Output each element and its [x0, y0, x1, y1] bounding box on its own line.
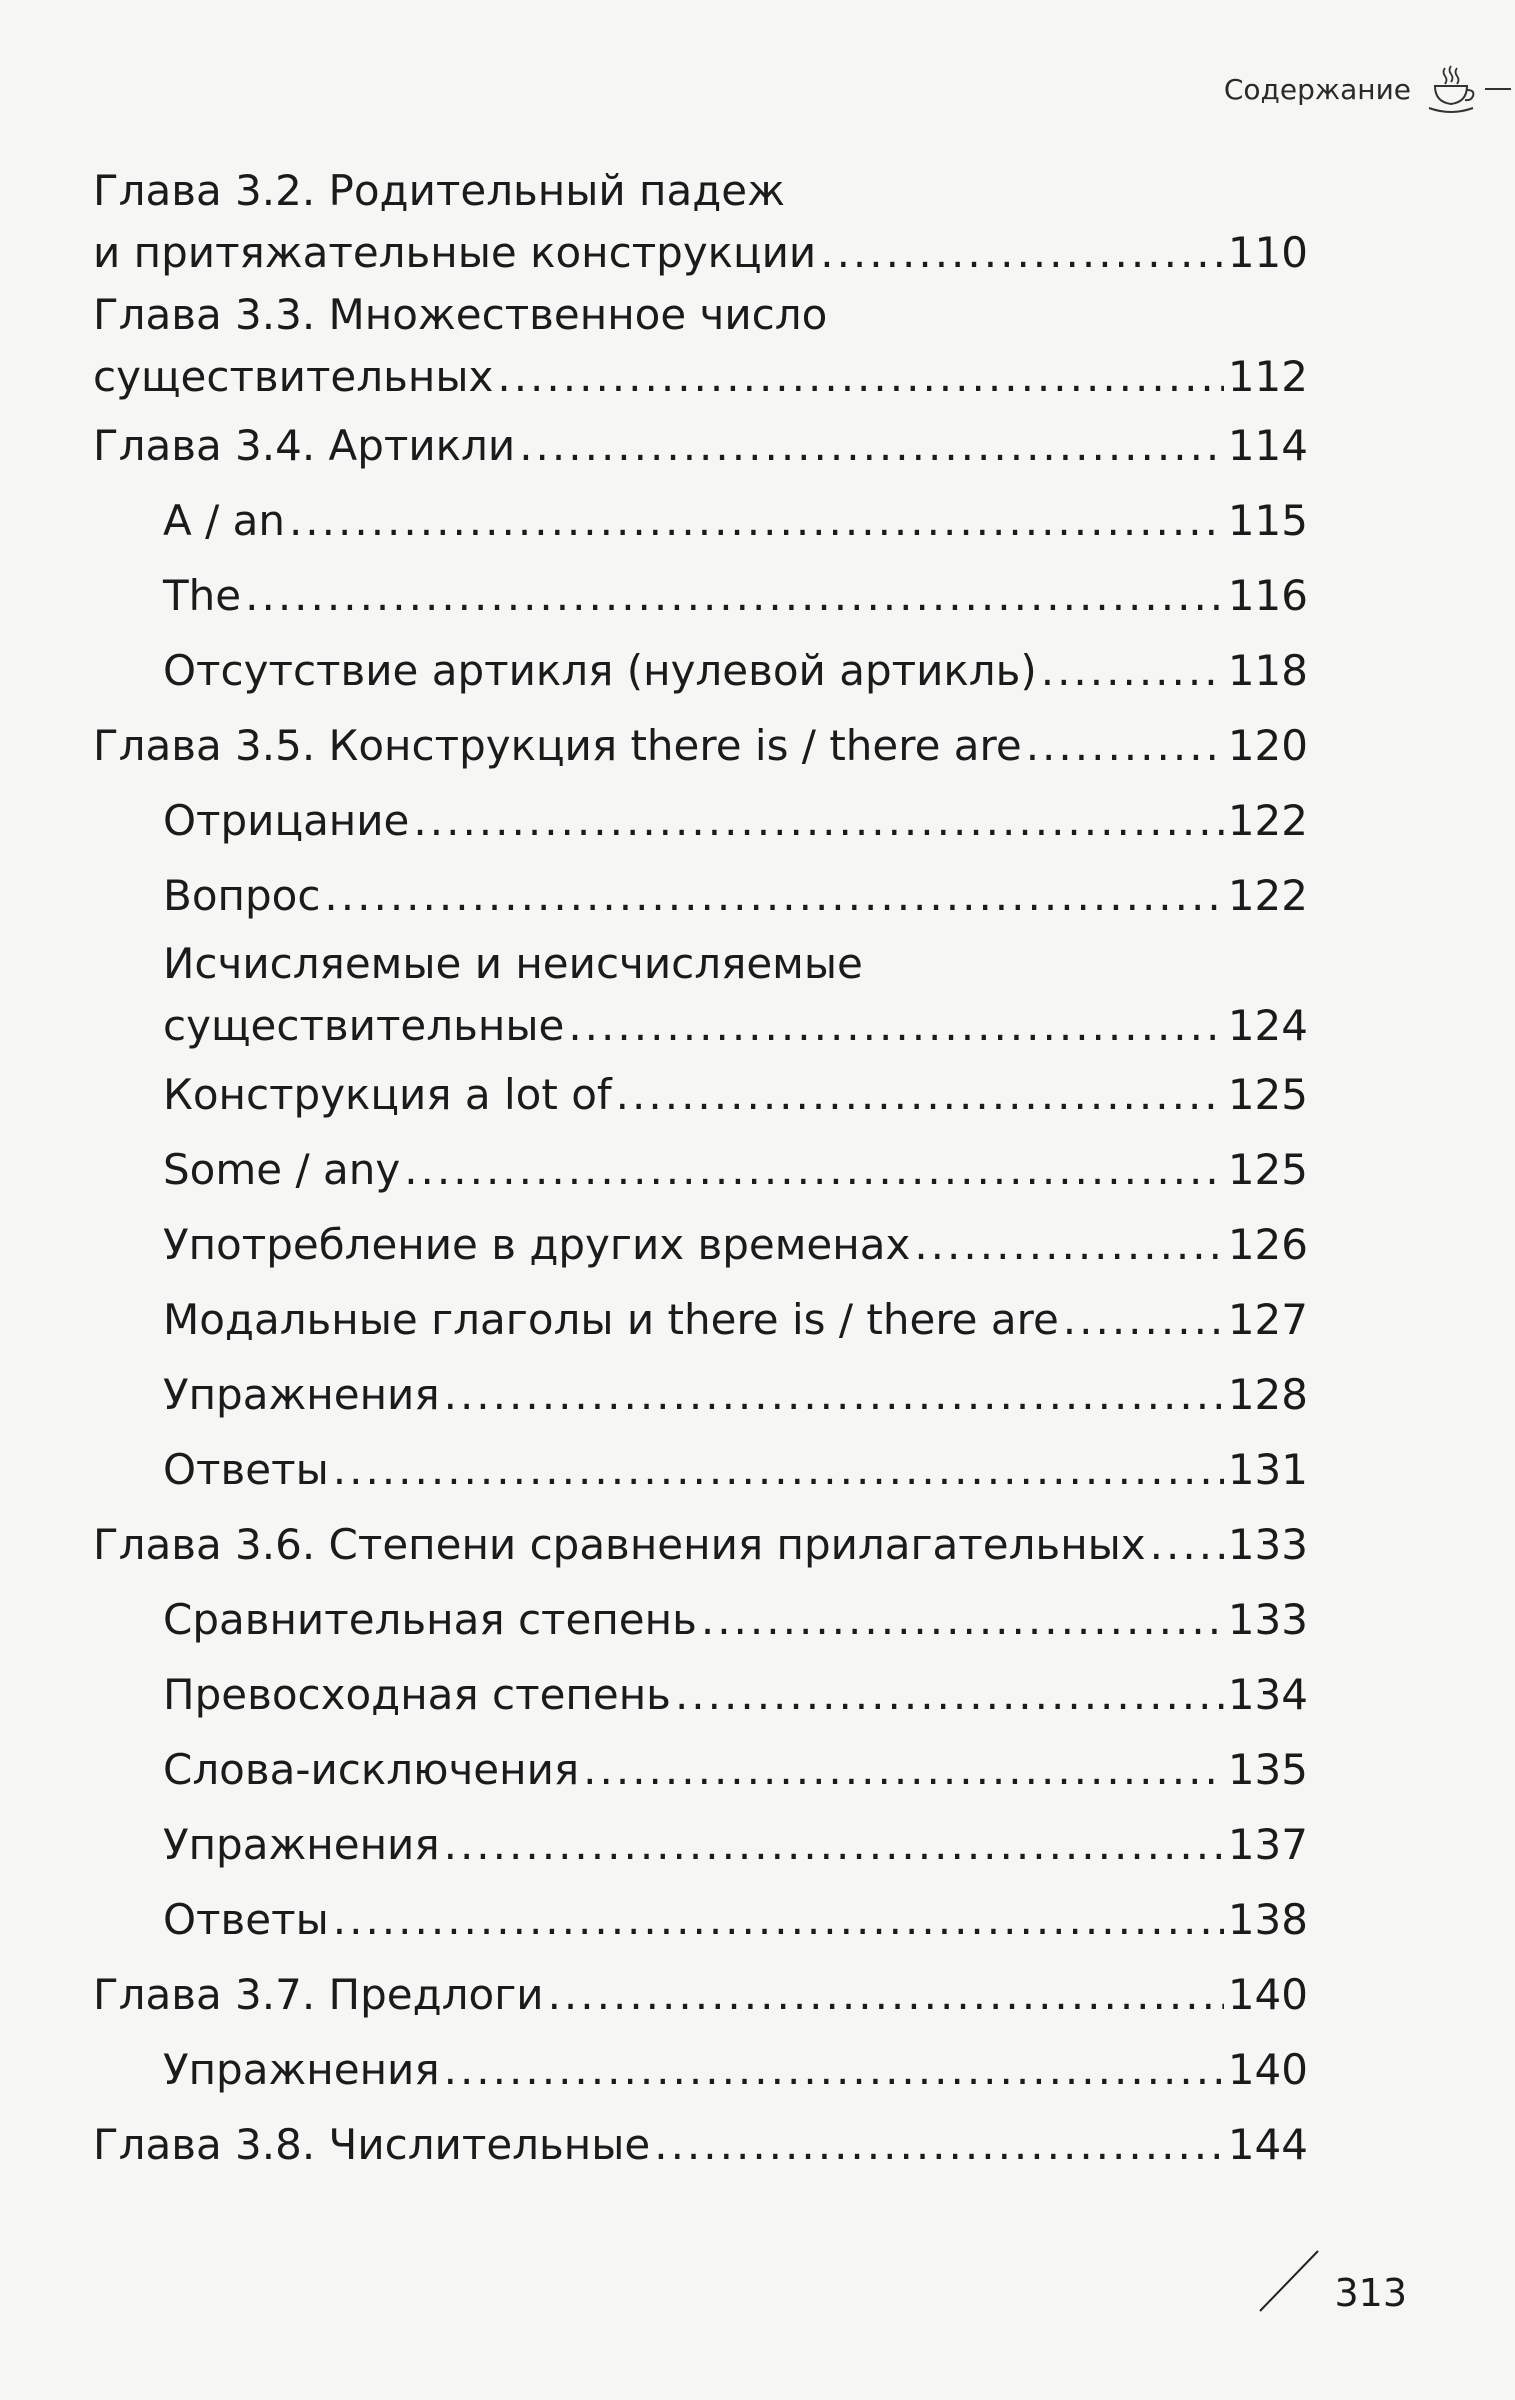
toc-entry-title: Ответы: [163, 1895, 329, 1944]
toc-entry-line: [163, 995, 1308, 1057]
toc-entry-title: Упражнения: [163, 1820, 440, 1869]
toc-entry-title: Глава 3.8. Числительные: [93, 2120, 651, 2169]
toc-entry-title: Отрицание: [163, 796, 410, 845]
toc-entry-title: Превосходная степень: [163, 1670, 671, 1719]
toc-page-number: 127: [1227, 1295, 1308, 1344]
toc-page-number: 114: [1227, 421, 1308, 470]
toc-page-number: 133: [1227, 1595, 1308, 1644]
toc-page-number: 124: [1227, 1001, 1308, 1050]
toc-entry: [93, 1432, 1308, 1507]
toc-entry: [93, 1582, 1308, 1657]
toc-entry-title: Ответы: [163, 1445, 329, 1494]
toc-entry-line: [163, 1807, 1308, 1882]
toc-page-number: 128: [1227, 1370, 1308, 1419]
toc-entry-title: Слова-исключения: [163, 1745, 580, 1794]
dot-leader: [519, 408, 1224, 483]
toc-page-number: 116: [1227, 571, 1308, 620]
toc-page-number: 135: [1227, 1745, 1308, 1794]
toc-entry-line: [93, 1957, 1308, 2032]
toc-entry-line: [93, 160, 1308, 222]
toc-entry-line: [163, 933, 1308, 995]
toc-entry: [93, 2032, 1308, 2107]
toc-entry: [93, 1507, 1308, 1582]
toc-entry-title: Some / any: [163, 1145, 401, 1194]
dot-leader: [568, 995, 1224, 1057]
toc-entry: [93, 1882, 1308, 1957]
dot-leader: [404, 1132, 1224, 1207]
running-header: [1224, 64, 1515, 114]
toc-page-number: 120: [1227, 721, 1308, 770]
dot-leader: [444, 2032, 1224, 2107]
dot-leader: [444, 1357, 1224, 1432]
toc-entry-line: [163, 2032, 1308, 2107]
toc-entry: [93, 1357, 1308, 1432]
toc-entry-title: Глава 3.2. Родительный падеж: [93, 166, 785, 215]
page-number: 313: [1334, 2271, 1407, 2315]
toc-page-number: 122: [1227, 871, 1308, 920]
toc-entry-line: [163, 633, 1308, 708]
dot-leader: [1026, 708, 1224, 783]
toc-entry-title: и притяжательные конструкции: [93, 228, 817, 277]
toc-entry-line: [163, 858, 1308, 933]
dot-leader: [616, 1057, 1224, 1132]
toc-entry-title: Глава 3.6. Степени сравнения прилагательных: [93, 1520, 1146, 1569]
toc-entry-line: [163, 1732, 1308, 1807]
toc-entry: [93, 1132, 1308, 1207]
toc-entry-title: Глава 3.5. Конструкция there is / there are: [93, 721, 1022, 770]
table-of-contents: [93, 160, 1308, 2182]
dot-leader: [654, 2107, 1224, 2182]
toc-page-number: 140: [1227, 1970, 1308, 2019]
toc-entry: [93, 284, 1308, 408]
toc-entry-line: [93, 346, 1308, 408]
toc-entry: [93, 1957, 1308, 2032]
dot-leader: [1063, 1282, 1224, 1357]
toc-entry: [93, 933, 1308, 1057]
toc-entry: [93, 558, 1308, 633]
dot-leader: [497, 346, 1223, 408]
toc-entry-title: Отсутствие артикля (нулевой артикль): [163, 646, 1037, 695]
toc-entry: [93, 2107, 1308, 2182]
toc-entry-title: Вопрос: [163, 871, 321, 920]
dot-leader: [583, 1732, 1224, 1807]
toc-entry: [93, 160, 1308, 284]
toc-page-number: 140: [1227, 2045, 1308, 2094]
toc-entry-title: The: [163, 571, 242, 620]
toc-entry: [93, 858, 1308, 933]
coffee-cup-icon: [1423, 64, 1479, 114]
dot-leader: [333, 1882, 1224, 1957]
toc-entry-line: [163, 558, 1308, 633]
toc-entry-title: Употребление в других временах: [163, 1220, 911, 1269]
toc-page-number: 131: [1227, 1445, 1308, 1494]
toc-entry-title: A / an: [163, 496, 285, 545]
toc-page-number: 122: [1227, 796, 1308, 845]
dot-leader: [1150, 1507, 1224, 1582]
toc-entry-title: Упражнения: [163, 1370, 440, 1419]
toc-page-number: 134: [1227, 1670, 1308, 1719]
toc-entry-title: Глава 3.7. Предлоги: [93, 1970, 544, 2019]
toc-entry-line: [163, 483, 1308, 558]
toc-entry-line: [163, 1207, 1308, 1282]
toc-entry-title: Упражнения: [163, 2045, 440, 2094]
toc-entry-line: [163, 1657, 1308, 1732]
toc-entry: [93, 1732, 1308, 1807]
page-footer: [1254, 2245, 1407, 2315]
dot-leader: [413, 783, 1223, 858]
toc-entry: [93, 708, 1308, 783]
dot-leader: [289, 483, 1224, 558]
toc-page-number: 118: [1227, 646, 1308, 695]
toc-entry-line: [163, 1432, 1308, 1507]
toc-page-number: 125: [1227, 1145, 1308, 1194]
toc-entry-line: [163, 1357, 1308, 1432]
toc-entry-line: [163, 1282, 1308, 1357]
toc-page-number: 138: [1227, 1895, 1308, 1944]
dot-leader: [1041, 633, 1224, 708]
dot-leader: [675, 1657, 1224, 1732]
dot-leader: [444, 1807, 1224, 1882]
dot-leader: [701, 1582, 1224, 1657]
toc-page-number: 133: [1227, 1520, 1308, 1569]
header-rule: [1485, 88, 1511, 90]
toc-entry-line: [93, 2107, 1308, 2182]
dot-leader: [548, 1957, 1224, 2032]
toc-entry-title: Исчисляемые и неисчисляемые: [163, 939, 863, 988]
toc-entry-title: Сравнительная степень: [163, 1595, 697, 1644]
toc-entry-title: существительные: [163, 1001, 565, 1050]
toc-page-number: 137: [1227, 1820, 1308, 1869]
toc-page-number: 112: [1227, 352, 1308, 401]
toc-entry: [93, 633, 1308, 708]
toc-entry: [93, 408, 1308, 483]
toc-entry: [93, 483, 1308, 558]
toc-entry-line: [163, 1057, 1308, 1132]
dot-leader: [914, 1207, 1224, 1282]
toc-entry-title: Глава 3.3. Множественное число: [93, 290, 828, 339]
toc-entry: [93, 1207, 1308, 1282]
toc-entry-title: существительных: [93, 352, 494, 401]
dot-leader: [333, 1432, 1224, 1507]
toc-entry-line: [163, 1882, 1308, 1957]
toc-entry-line: [93, 408, 1308, 483]
toc-page-number: 115: [1227, 496, 1308, 545]
toc-entry: [93, 1057, 1308, 1132]
toc-page-number: 144: [1227, 2120, 1308, 2169]
toc-entry-title: Конструкция a lot of: [163, 1070, 612, 1119]
toc-entry-title: Глава 3.4. Артикли: [93, 421, 516, 470]
toc-entry-title: Модальные глаголы и there is / there are: [163, 1295, 1059, 1344]
toc-entry-line: [93, 222, 1308, 284]
toc-entry-line: [93, 1507, 1308, 1582]
toc-page-number: 110: [1227, 228, 1308, 277]
toc-entry-line: [163, 1132, 1308, 1207]
header-title: Содержание: [1223, 72, 1411, 106]
toc-entry-line: [163, 783, 1308, 858]
toc-page-number: 125: [1227, 1070, 1308, 1119]
toc-entry-line: [93, 284, 1308, 346]
toc-entry: [93, 783, 1308, 858]
toc-entry-line: [163, 1582, 1308, 1657]
dot-leader: [820, 222, 1224, 284]
slash-decoration-icon: [1254, 2245, 1324, 2315]
toc-page-number: 126: [1227, 1220, 1308, 1269]
toc-entry: [93, 1807, 1308, 1882]
toc-entry: [93, 1657, 1308, 1732]
dot-leader: [324, 858, 1223, 933]
toc-entry: [93, 1282, 1308, 1357]
toc-entry-line: [93, 708, 1308, 783]
dot-leader: [245, 558, 1224, 633]
